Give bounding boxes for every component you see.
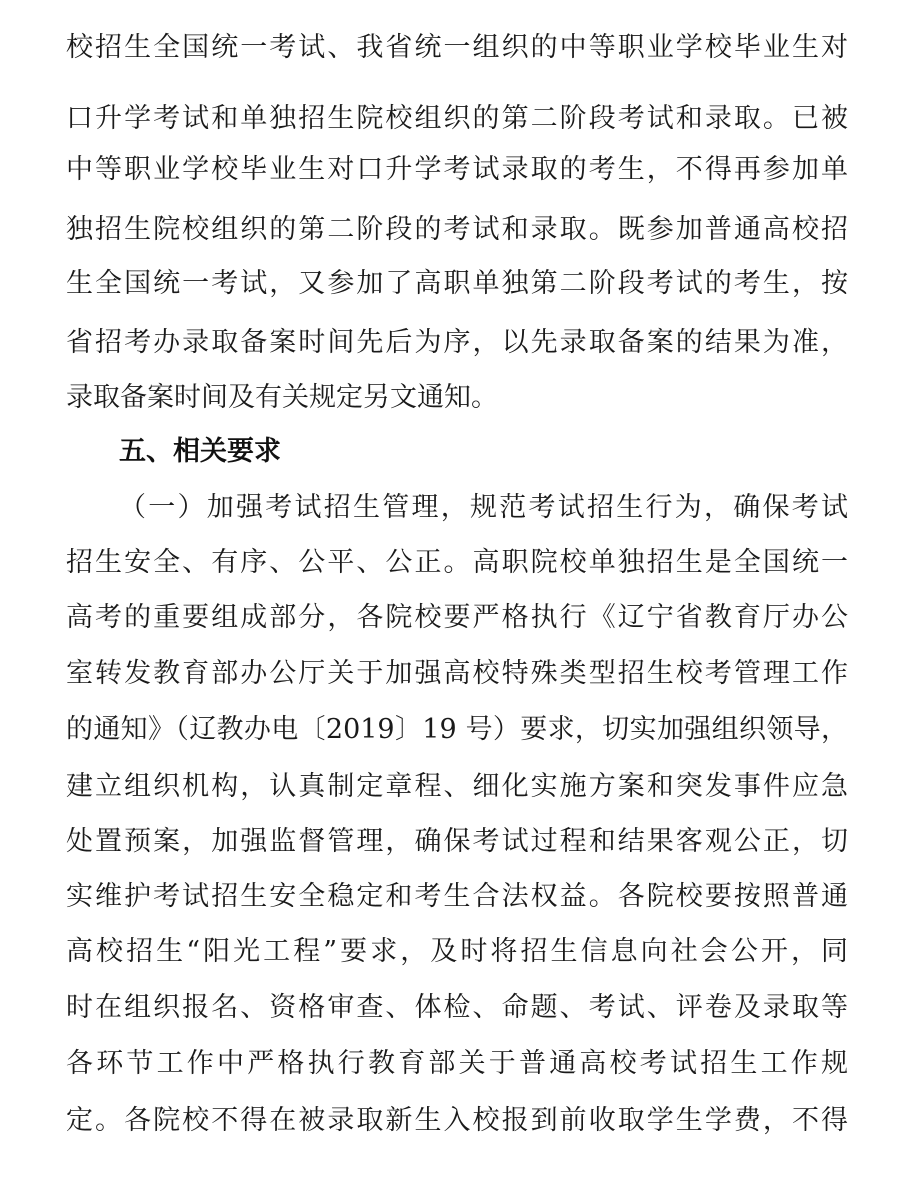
paragraph-line: 中等职业学校毕业生对口升学考试录取的考生，不得再参加单 xyxy=(66,154,848,185)
item-line: 定。各院校不得在被录取新生入校报到前收取学生学费，不得 xyxy=(66,1105,848,1136)
item-line: 建立组织机构，认真制定章程、细化实施方案和突发事件应急 xyxy=(66,771,848,802)
item-line: 的通知》（辽教办电〔2019〕19 号）要求，切实加强组织领导， xyxy=(66,714,848,745)
item-line: 高考的重要组成部分，各院校要严格执行《辽宁省教育厅办公 xyxy=(66,602,848,633)
item-line: 时在组织报名、资格审查、体检、命题、考试、评卷及录取等 xyxy=(66,992,848,1023)
paragraph-line: 录取备案时间及有关规定另文通知。 xyxy=(66,382,498,413)
item-line: 招生安全、有序、公平、公正。高职院校单独招生是全国统一 xyxy=(66,547,848,578)
paragraph-line: 省招考办录取备案时间先后为序，以先录取备案的结果为准， xyxy=(66,327,848,358)
item-line: 处置预案，加强监督管理，确保考试过程和结果客观公正，切 xyxy=(66,826,848,857)
paragraph-line: 独招生院校组织的第二阶段的考试和录取。既参加普通高校招 xyxy=(66,214,848,245)
item-line: 高校招生“阳光工程”要求，及时将招生信息向社会公开，同 xyxy=(66,936,848,967)
paragraph-line: 口升学考试和单独招生院校组织的第二阶段考试和录取。已被 xyxy=(66,103,848,134)
paragraph-line: 校招生全国统一考试、我省统一组织的中等职业学校毕业生对 xyxy=(66,32,848,63)
item-line: 各环节工作中严格执行教育部关于普通高校考试招生工作规 xyxy=(66,1048,848,1079)
section-heading: 五、相关要求 xyxy=(119,436,281,467)
paragraph-line: 生全国统一考试，又参加了高职单独第二阶段考试的考生，按 xyxy=(66,268,848,299)
item-line: 室转发教育部办公厅关于加强高校特殊类型招生校考管理工作 xyxy=(66,658,848,689)
item-line: 实维护考试招生安全稳定和考生合法权益。各院校要按照普通 xyxy=(66,881,848,912)
item-line: （一）加强考试招生管理，规范考试招生行为，确保考试 xyxy=(119,492,848,523)
